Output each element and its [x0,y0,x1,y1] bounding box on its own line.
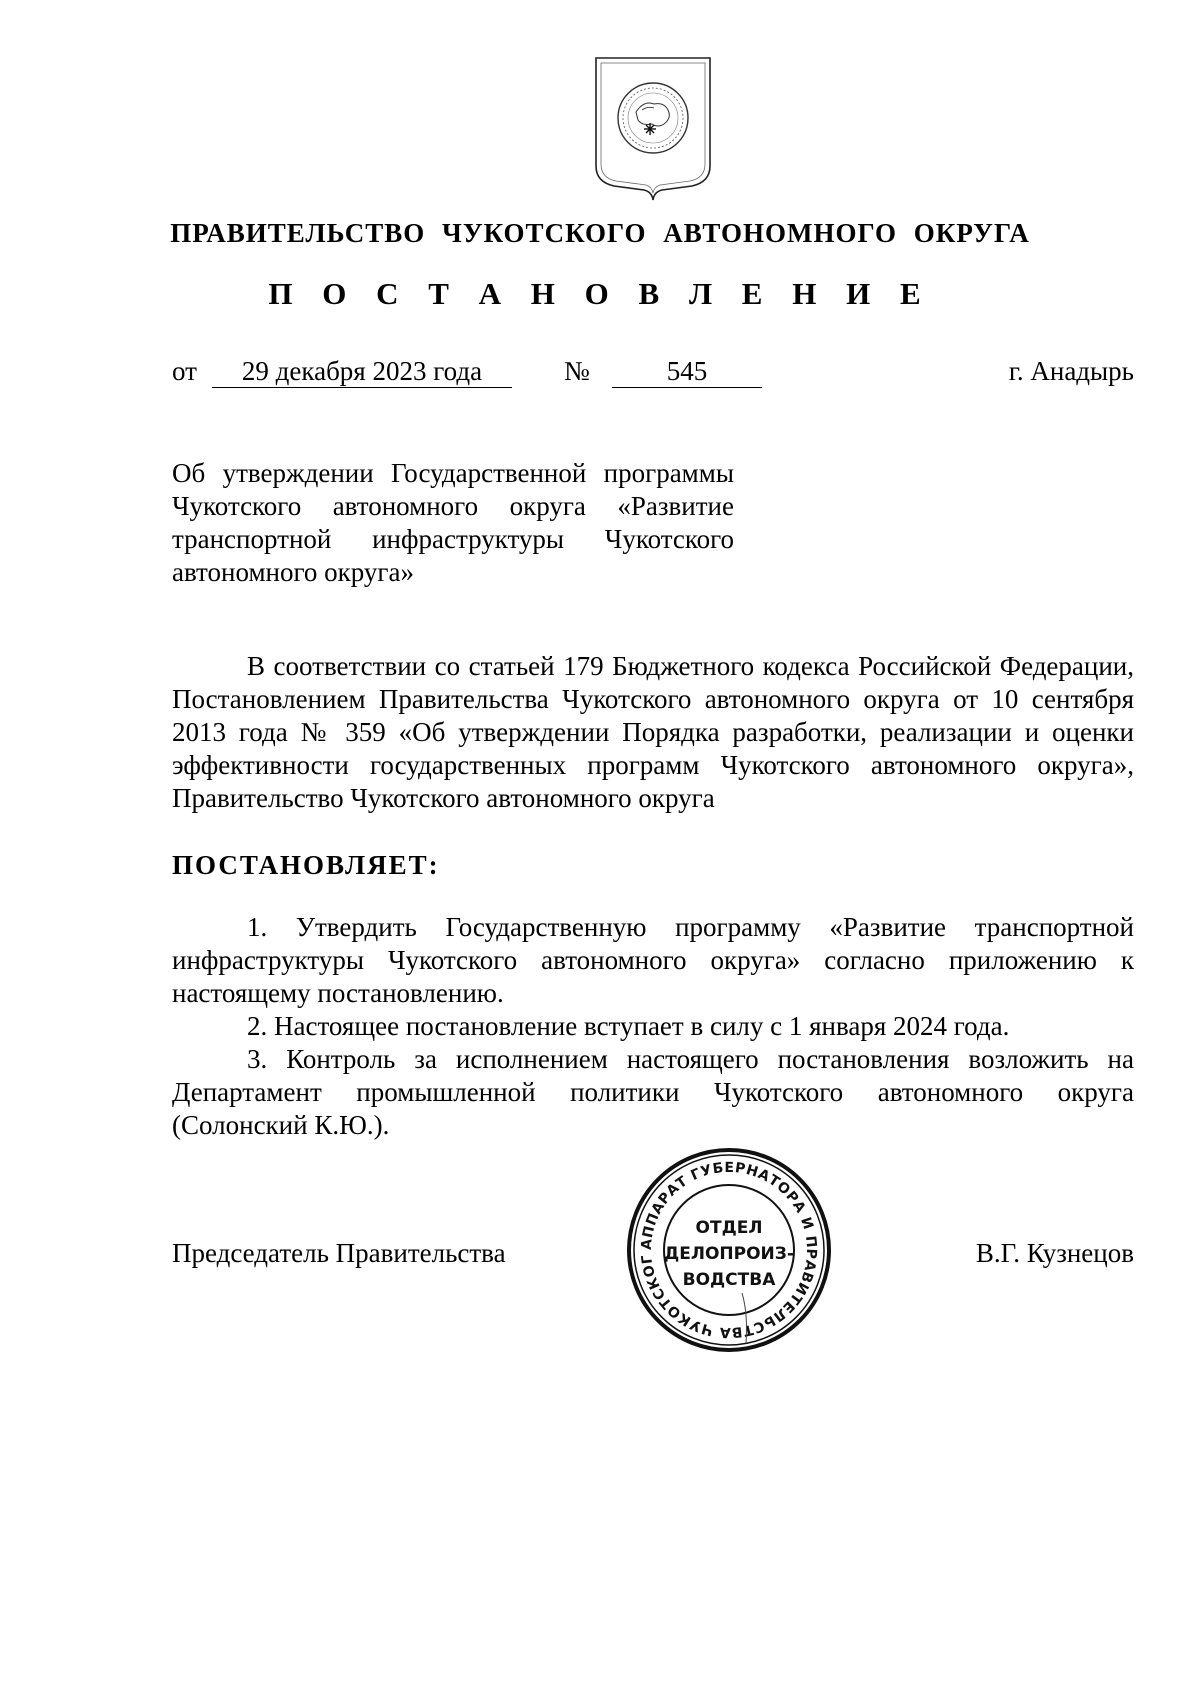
document-number: 545 [612,355,762,388]
decree-items [172,911,1134,1142]
stamp-center-line-2: ДЕЛОПРОИЗ- [664,1244,794,1264]
organization-title: ПРАВИТЕЛЬСТВО ЧУКОТСКОГО АВТОНОМНОГО ОКРУГА [170,218,1030,248]
decree-item-2: 2. Настоящее постановление вступает в силу с 1 января 2024 года. [247,1011,1010,1041]
official-stamp [622,1143,836,1357]
signatory-name: В.Г. Кузнецов [975,1238,1134,1268]
stamp-ring-text: АППАРАТ ГУБЕРНАТОРА И ПРАВИТЕЛЬСТВА ЧУКОТСКОГ [638,1159,820,1341]
coat-of-arms-emblem [592,54,714,204]
stamp-center-line-1: ОТДЕЛ [695,1218,763,1238]
date-prefix: от [172,356,197,386]
document-subject: Об утверждении Государственной программы Чукотского автономного округа «Развитие транспортной инфраструктуры Чукотского автономного округа» [172,458,734,587]
preamble-paragraph: В соответствии со статьей 179 Бюджетного кодекса Российской Федерации, Постановлением Правительства Чукотского автономного округа от 10 сентября 2013 года № 359 «Об утверждении Порядка разработки, реализации и оценки эффективности государственных программ Чукотского автономного округа», Правительство Чукотского автономного округа [172,651,1134,813]
chukotka-coat-of-arms-icon [592,54,714,204]
decree-item-3: 3. Контроль за исполнением настоящего постановления возложить на Департамент промышленной политики Чукотского автономного округа (Солонский К.Ю.). [172,1044,1134,1140]
signatory-position: Председатель Правительства [172,1238,506,1268]
number-prefix: № [564,356,590,386]
decree-item-1: 1. Утвердить Государственную программу «Развитие транспортной инфраструктуры Чукотского автономного округа» согласно приложению к настоящему постановлению. [172,912,1134,1008]
decree-heading: ПОСТАНОВЛЯЕТ: [172,850,440,880]
stamp-center-line-3: ВОДСТВА [682,1270,776,1290]
official-stamp-seal [622,1143,836,1357]
document-place: г. Анадырь [1008,356,1134,386]
document-meta-line [172,355,1134,395]
document-type-title: П О С Т А Н О В Л Е Н И Е [268,276,932,311]
document-date: 29 декабря 2023 года [212,355,512,388]
